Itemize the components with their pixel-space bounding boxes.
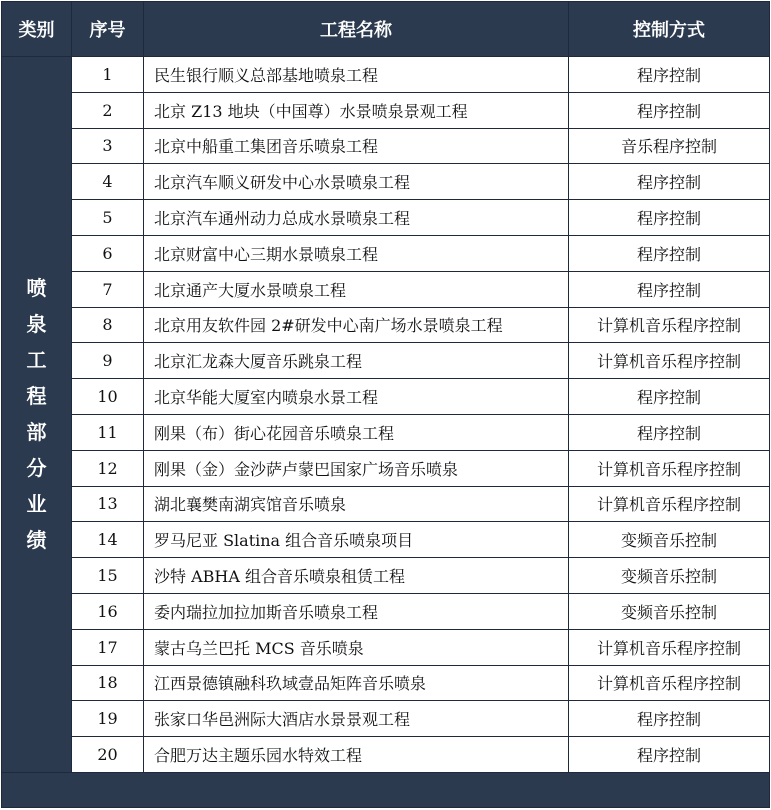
table-row bbox=[2, 235, 770, 271]
table-row bbox=[2, 164, 770, 200]
project-name: 委内瑞拉加拉加斯音乐喷泉工程 bbox=[144, 593, 569, 629]
project-name: 北京通产大厦水景喷泉工程 bbox=[144, 271, 569, 307]
row-number: 4 bbox=[72, 164, 144, 200]
project-name: 北京 Z13 地块（中国尊）水景喷泉景观工程 bbox=[144, 92, 569, 128]
table-row bbox=[2, 593, 770, 629]
control-method: 变频音乐控制 bbox=[569, 522, 770, 558]
row-number: 7 bbox=[72, 271, 144, 307]
project-name: 北京用友软件园 2#研发中心南广场水景喷泉工程 bbox=[144, 307, 569, 343]
control-method: 计算机音乐程序控制 bbox=[569, 450, 770, 486]
table-row bbox=[2, 128, 770, 164]
project-name: 张家口华邑洲际大酒店水景景观工程 bbox=[144, 701, 569, 737]
header-control-method: 控制方式 bbox=[569, 2, 770, 57]
footer-row bbox=[2, 772, 770, 807]
table-row bbox=[2, 450, 770, 486]
row-number: 11 bbox=[72, 414, 144, 450]
row-number: 5 bbox=[72, 200, 144, 236]
category-cell bbox=[2, 57, 72, 773]
footer-band bbox=[2, 772, 770, 807]
control-method: 程序控制 bbox=[569, 737, 770, 773]
header-row bbox=[2, 2, 770, 57]
control-method: 程序控制 bbox=[569, 379, 770, 415]
control-method: 音乐程序控制 bbox=[569, 128, 770, 164]
table-row bbox=[2, 558, 770, 594]
control-method: 程序控制 bbox=[569, 57, 770, 93]
project-name: 北京汽车通州动力总成水景喷泉工程 bbox=[144, 200, 569, 236]
header-category: 类别 bbox=[2, 2, 72, 57]
header-number: 序号 bbox=[72, 2, 144, 57]
project-name: 刚果（布）街心花园音乐喷泉工程 bbox=[144, 414, 569, 450]
control-method: 程序控制 bbox=[569, 92, 770, 128]
control-method: 程序控制 bbox=[569, 164, 770, 200]
table-row bbox=[2, 737, 770, 773]
table-row bbox=[2, 522, 770, 558]
table-row bbox=[2, 701, 770, 737]
control-method: 程序控制 bbox=[569, 414, 770, 450]
row-number: 6 bbox=[72, 235, 144, 271]
row-number: 14 bbox=[72, 522, 144, 558]
table-row bbox=[2, 271, 770, 307]
control-method: 计算机音乐程序控制 bbox=[569, 486, 770, 522]
project-name: 北京华能大厦室内喷泉水景工程 bbox=[144, 379, 569, 415]
project-name: 北京中船重工集团音乐喷泉工程 bbox=[144, 128, 569, 164]
table-row bbox=[2, 665, 770, 701]
control-method: 程序控制 bbox=[569, 200, 770, 236]
row-number: 1 bbox=[72, 57, 144, 93]
control-method: 程序控制 bbox=[569, 235, 770, 271]
table-row bbox=[2, 307, 770, 343]
row-number: 20 bbox=[72, 737, 144, 773]
control-method: 计算机音乐程序控制 bbox=[569, 629, 770, 665]
row-number: 10 bbox=[72, 379, 144, 415]
table-row bbox=[2, 200, 770, 236]
row-number: 2 bbox=[72, 92, 144, 128]
project-name: 江西景德镇融科玖域壹品矩阵音乐喷泉 bbox=[144, 665, 569, 701]
control-method: 程序控制 bbox=[569, 701, 770, 737]
row-number: 18 bbox=[72, 665, 144, 701]
project-name: 民生银行顺义总部基地喷泉工程 bbox=[144, 57, 569, 93]
row-number: 16 bbox=[72, 593, 144, 629]
category-label: 喷泉工程部分业绩 bbox=[26, 276, 47, 553]
row-number: 19 bbox=[72, 701, 144, 737]
table-row bbox=[2, 57, 770, 93]
table-row bbox=[2, 92, 770, 128]
project-name: 合肥万达主题乐园水特效工程 bbox=[144, 737, 569, 773]
project-name: 沙特 ABHA 组合音乐喷泉租赁工程 bbox=[144, 558, 569, 594]
control-method: 程序控制 bbox=[569, 271, 770, 307]
table-row bbox=[2, 414, 770, 450]
project-name: 北京汽车顺义研发中心水景喷泉工程 bbox=[144, 164, 569, 200]
control-method: 计算机音乐程序控制 bbox=[569, 665, 770, 701]
project-name: 北京财富中心三期水景喷泉工程 bbox=[144, 235, 569, 271]
row-number: 17 bbox=[72, 629, 144, 665]
project-name: 湖北襄樊南湖宾馆音乐喷泉 bbox=[144, 486, 569, 522]
row-number: 13 bbox=[72, 486, 144, 522]
control-method: 计算机音乐程序控制 bbox=[569, 343, 770, 379]
project-name: 北京汇龙森大厦音乐跳泉工程 bbox=[144, 343, 569, 379]
header-project-name: 工程名称 bbox=[144, 2, 569, 57]
control-method: 变频音乐控制 bbox=[569, 558, 770, 594]
row-number: 8 bbox=[72, 307, 144, 343]
fountain-projects-table bbox=[1, 1, 770, 808]
project-name: 蒙古乌兰巴托 MCS 音乐喷泉 bbox=[144, 629, 569, 665]
row-number: 9 bbox=[72, 343, 144, 379]
table-row bbox=[2, 629, 770, 665]
table-row bbox=[2, 379, 770, 415]
project-name: 刚果（金）金沙萨卢蒙巴国家广场音乐喷泉 bbox=[144, 450, 569, 486]
project-name: 罗马尼亚 Slatina 组合音乐喷泉项目 bbox=[144, 522, 569, 558]
row-number: 3 bbox=[72, 128, 144, 164]
table-row bbox=[2, 486, 770, 522]
table-row bbox=[2, 343, 770, 379]
row-number: 12 bbox=[72, 450, 144, 486]
row-number: 15 bbox=[72, 558, 144, 594]
control-method: 变频音乐控制 bbox=[569, 593, 770, 629]
control-method: 计算机音乐程序控制 bbox=[569, 307, 770, 343]
